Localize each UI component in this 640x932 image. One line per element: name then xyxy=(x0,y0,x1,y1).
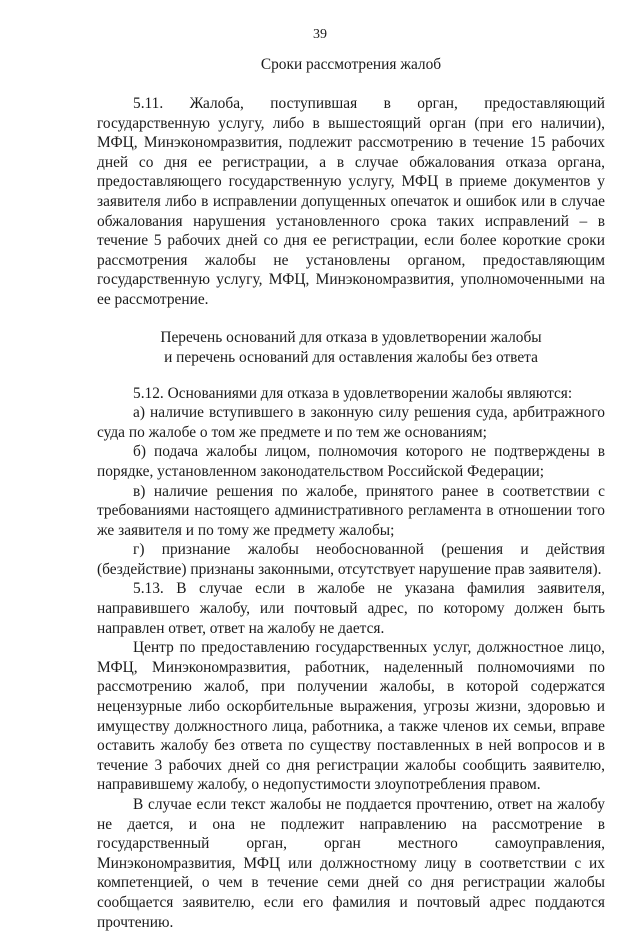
list-item-b: б) подача жалобы лицом, полномочия которого не подтверждены в порядке, установленном законодательством Российской Федерации; xyxy=(97,443,605,480)
document-body xyxy=(97,55,605,932)
paragraph-5-11: 5.11. Жалоба, поступившая в орган, предоставляющий государственную услугу, либо в вышестоящий орган (при его наличии), МФЦ, Минэкономразвития, подлежит рассмотрению в течение 15 рабочих дней со дня ее регистрации, а в случае обжалования отказа органа, предоставляющего государственную услугу, МФЦ в приеме документов у заявителя либо в исправлении допущенных опечаток и ошибок или в случае обжалования нарушения установленного срока таких исправлений – в течение 5 рабочих дней со дня ее регистрации, если более короткие сроки рассмотрения жалобы не установлены органом, предоставляющим государственную услугу, МФЦ, Минэкономразвития, уполномоченными на ее рассмотрение. xyxy=(97,95,605,308)
list-item-g: г) признание жалобы необоснованной (решения и действия (бездействие) признаны законными, отсутствует нарушение прав заявителя). xyxy=(97,541,605,578)
paragraph-center-obligations: Центр по предоставлению государственных услуг, должностное лицо, МФЦ, Минэкономразвития, работник, наделенный полномочиями по рассмотрению жалоб, при получении жалобы, в которой содержатся нецензурные либо оскорбительные выражения, угрозы жизни, здоровью и имуществу должностного лица, работника, а также членов их семьи, вправе оставить жалобу без ответа по существу поставленных в ней вопросов и в течение 3 рабочих дней со дня регистрации жалобы сообщить заявителю, направившему жалобу, о недопустимости злоупотребления правом. xyxy=(97,639,605,794)
page-number: 39 xyxy=(313,27,327,42)
paragraph-5-12: 5.12. Основаниями для отказа в удовлетворении жалобы являются: xyxy=(133,384,573,402)
section-heading-refusal-grounds-line1: Перечень оснований для отказа в удовлетворении жалобы xyxy=(160,328,542,346)
section-heading-refusal-grounds-line2: и перечень оснований для оставления жалобы без ответа xyxy=(164,348,538,366)
list-item-a: а) наличие вступившего в законную силу решения суда, арбитражного суда по жалобе о том же предмете и по тем же основаниям; xyxy=(97,404,605,441)
list-item-v: в) наличие решения по жалобе, принятого ранее в соответствии с требованиями настоящего административного регламента в отношении того же заявителя и по тому же предмету жалобы; xyxy=(97,482,605,539)
section-heading-review-terms: Сроки рассмотрения жалоб xyxy=(260,56,442,73)
paragraph-unreadable-complaint: В случае если текст жалобы не поддается прочтению, ответ на жалобу не дается, и она не подлежит направлению на рассмотрение в государственный орган, орган местного самоуправления, Минэкономразвития, МФЦ или должностному лицу в соответствии с их компетенцией, о чем в течение семи дней со дня регистрации жалобы сообщается заявителю, если его фамилия и почтовый адрес поддаются прочтению. xyxy=(97,796,605,931)
paragraph-5-13: 5.13. В случае если в жалобе не указана фамилия заявителя, направившего жалобу, или почтовый адрес, по которому должен быть направлен ответ, ответ на жалобу не дается. xyxy=(97,580,605,637)
